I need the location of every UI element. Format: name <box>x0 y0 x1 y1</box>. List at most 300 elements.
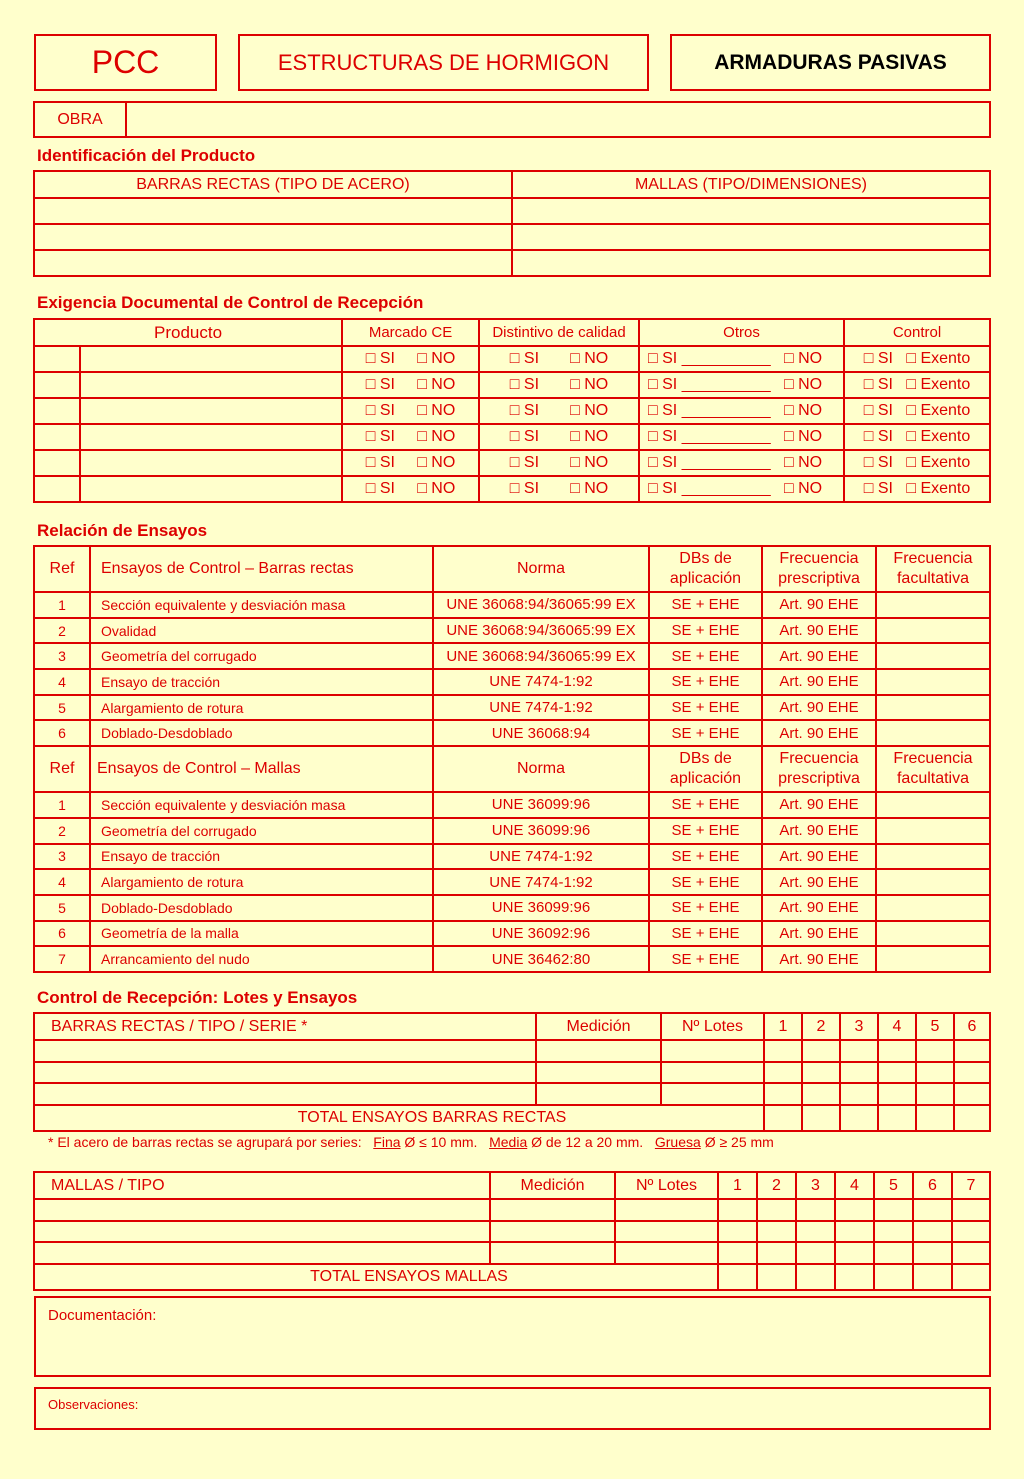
obra-table <box>33 101 991 138</box>
distintivo-no-checkbox[interactable]: □ NO <box>570 376 609 393</box>
ensayo-norma: UNE 7474-1:92 <box>433 669 649 695</box>
ensayo-frecuencia: Art. 90 EHE <box>762 695 876 721</box>
ensayo-frecuencia: Art. 90 EHE <box>762 792 876 818</box>
lote-ensayo-cell[interactable] <box>796 1221 835 1243</box>
lote-number-header: 4 <box>878 1013 916 1040</box>
lote-ensayo-cell[interactable] <box>764 1040 802 1062</box>
marcado-no-checkbox[interactable]: □ NO <box>417 376 456 393</box>
distintivo-no-checkbox[interactable]: □ NO <box>570 402 609 419</box>
header-norma: Norma <box>433 746 649 792</box>
mallas-input-cell[interactable] <box>512 198 990 224</box>
armaduras-label: ARMADURAS PASIVAS <box>714 50 947 74</box>
exigencia-num-cell[interactable] <box>34 476 80 502</box>
marcado-no-checkbox[interactable]: □ NO <box>417 480 456 497</box>
otros-si-checkbox[interactable]: □ SI __________ <box>648 454 771 471</box>
otros-no-checkbox[interactable]: □ NO <box>784 454 823 471</box>
distintivo-no-checkbox[interactable]: □ NO <box>570 428 609 445</box>
footnote-fina: Fina <box>373 1134 401 1150</box>
lote-ensayo-cell[interactable] <box>757 1199 796 1221</box>
exigencia-header-control: Control <box>844 319 990 346</box>
footnote-media: Media <box>489 1134 528 1150</box>
mallas-input-cell[interactable] <box>512 250 990 276</box>
exigencia-num-cell[interactable] <box>34 372 80 398</box>
lote-ensayo-cell[interactable] <box>874 1242 913 1264</box>
lote-row <box>34 1242 990 1264</box>
ensayo-dbs: SE + EHE <box>649 695 762 721</box>
ensayos-barras-header-row <box>34 546 990 592</box>
lote-ensayo-cell[interactable] <box>916 1083 954 1105</box>
mallas-input-cell[interactable] <box>512 224 990 250</box>
ensayo-dbs: SE + EHE <box>649 592 762 618</box>
ensayo-dbs: SE + EHE <box>649 720 762 746</box>
control-options <box>844 346 990 372</box>
lote-ensayo-cell[interactable] <box>718 1221 757 1243</box>
ensayo-ref: 7 <box>34 946 90 972</box>
ensayo-dbs: SE + EHE <box>649 792 762 818</box>
header-frec-prescriptiva: Frecuencia prescriptiva <box>762 546 876 592</box>
otros-si-checkbox[interactable]: □ SI __________ <box>648 402 771 419</box>
distintivo-options <box>479 476 639 502</box>
lote-ensayo-cell[interactable] <box>954 1040 990 1062</box>
lote-number-header: 2 <box>802 1013 840 1040</box>
distintivo-si-checkbox[interactable]: □ SI <box>509 454 540 471</box>
col-barras-header: BARRAS RECTAS (TIPO DE ACERO) <box>34 171 512 198</box>
lote-number-header: 3 <box>796 1172 835 1199</box>
ensayo-norma: UNE 36092:96 <box>433 921 649 947</box>
ensayo-dbs: SE + EHE <box>649 844 762 870</box>
lote-nlotes-cell[interactable] <box>661 1062 764 1084</box>
lote-tipo-cell[interactable] <box>34 1083 536 1105</box>
lote-ensayo-cell[interactable] <box>913 1242 952 1264</box>
distintivo-no-checkbox[interactable]: □ NO <box>570 350 609 367</box>
lote-ensayo-cell[interactable] <box>952 1199 990 1221</box>
exigencia-producto-cell[interactable] <box>80 398 342 424</box>
control-options <box>844 398 990 424</box>
ensayo-ref: 3 <box>34 643 90 669</box>
otros-si-checkbox[interactable]: □ SI __________ <box>648 376 771 393</box>
lote-number-header: 6 <box>913 1172 952 1199</box>
lote-number-header: 3 <box>840 1013 878 1040</box>
distintivo-options <box>479 346 639 372</box>
lote-ensayo-cell[interactable] <box>840 1062 878 1084</box>
exigencia-num-cell[interactable] <box>34 398 80 424</box>
header-frec-prescriptiva: Frecuencia prescriptiva <box>762 746 876 792</box>
total-ensayo-cell[interactable] <box>764 1105 802 1131</box>
ensayo-row <box>34 895 990 921</box>
ensayo-row <box>34 695 990 721</box>
ensayo-dbs: SE + EHE <box>649 895 762 921</box>
lote-ensayo-cell[interactable] <box>718 1199 757 1221</box>
header-dbs: DBs de aplicación <box>649 746 762 792</box>
lote-nlotes-cell[interactable] <box>661 1040 764 1062</box>
lotes-mallas-table <box>33 1171 991 1291</box>
distintivo-si-checkbox[interactable]: □ SI <box>509 376 540 393</box>
exigencia-header-otros: Otros <box>639 319 844 346</box>
ensayo-facultativa-cell[interactable] <box>876 669 990 695</box>
identificacion-title: Identificación del Producto <box>37 146 256 165</box>
exigencia-producto-cell[interactable] <box>80 372 342 398</box>
otros-no-checkbox[interactable]: □ NO <box>784 480 823 497</box>
marcado-ce-options <box>342 372 479 398</box>
lote-ensayo-cell[interactable] <box>802 1040 840 1062</box>
header-ensayos-mallas: Ensayos de Control – Mallas <box>90 746 433 792</box>
ensayo-frecuencia: Art. 90 EHE <box>762 895 876 921</box>
distintivo-no-checkbox[interactable]: □ NO <box>570 454 609 471</box>
ensayo-frecuencia: Art. 90 EHE <box>762 643 876 669</box>
ensayo-row <box>34 643 990 669</box>
ensayo-facultativa-cell[interactable] <box>876 921 990 947</box>
lote-ensayo-cell[interactable] <box>878 1040 916 1062</box>
header-frec-facultativa: Frecuencia facultativa <box>876 746 990 792</box>
total-ensayo-cell[interactable] <box>952 1264 990 1290</box>
lote-row <box>34 1199 990 1221</box>
lote-medicion-cell[interactable] <box>490 1221 615 1243</box>
lote-row <box>34 1062 990 1084</box>
otros-options <box>639 372 844 398</box>
lote-ensayo-cell[interactable] <box>840 1083 878 1105</box>
obra-field[interactable] <box>126 102 990 137</box>
otros-no-checkbox[interactable]: □ NO <box>784 350 823 367</box>
ensayo-norma: UNE 36099:96 <box>433 792 649 818</box>
ensayo-frecuencia: Art. 90 EHE <box>762 669 876 695</box>
total-ensayo-cell[interactable] <box>802 1105 840 1131</box>
exigencia-row <box>34 346 990 372</box>
barras-lotes-header: BARRAS RECTAS / TIPO / SERIE * <box>34 1013 536 1040</box>
lote-number-header: 1 <box>718 1172 757 1199</box>
footnote-prefix: * El acero de barras rectas se agrupará por series: <box>48 1134 362 1150</box>
lote-ensayo-cell[interactable] <box>757 1221 796 1243</box>
ensayos-title: Relación de Ensayos <box>37 521 208 540</box>
lote-ensayo-cell[interactable] <box>954 1062 990 1084</box>
ensayo-facultativa-cell[interactable] <box>876 618 990 644</box>
ensayo-row <box>34 669 990 695</box>
ensayo-ref: 6 <box>34 720 90 746</box>
ensayo-facultativa-cell[interactable] <box>876 643 990 669</box>
footnote-fina-rest: Ø ≤ 10 mm. <box>404 1134 478 1150</box>
marcado-si-checkbox[interactable]: □ SI <box>365 428 395 445</box>
control-si-checkbox[interactable]: □ SI <box>863 402 893 419</box>
lote-ensayo-cell[interactable] <box>916 1062 954 1084</box>
ensayo-row <box>34 844 990 870</box>
ensayo-facultativa-cell[interactable] <box>876 818 990 844</box>
total-ensayo-cell[interactable] <box>874 1264 913 1290</box>
exigencia-producto-cell[interactable] <box>80 450 342 476</box>
ensayo-name: Geometría de la malla <box>90 921 433 947</box>
estructuras-label: ESTRUCTURAS DE HORMIGON <box>277 49 610 75</box>
lote-medicion-cell[interactable] <box>536 1083 661 1105</box>
distintivo-options <box>479 398 639 424</box>
ensayo-facultativa-cell[interactable] <box>876 946 990 972</box>
ensayo-norma: UNE 7474-1:92 <box>433 869 649 895</box>
marcado-si-checkbox[interactable]: □ SI <box>365 350 395 367</box>
lote-ensayo-cell[interactable] <box>764 1062 802 1084</box>
ensayo-norma: UNE 36099:96 <box>433 895 649 921</box>
ensayo-row <box>34 720 990 746</box>
control-options <box>844 450 990 476</box>
ensayo-name: Alargamiento de rotura <box>90 695 433 721</box>
lote-nlotes-cell[interactable] <box>615 1242 718 1264</box>
total-barras-label: TOTAL ENSAYOS BARRAS RECTAS <box>34 1105 764 1131</box>
lote-number-header: 1 <box>764 1013 802 1040</box>
exigencia-producto-cell[interactable] <box>80 476 342 502</box>
otros-si-checkbox[interactable]: □ SI __________ <box>648 480 771 497</box>
n-lotes-header: Nº Lotes <box>661 1013 764 1040</box>
exigencia-row <box>34 424 990 450</box>
col-mallas-header: MALLAS (TIPO/DIMENSIONES) <box>512 171 990 198</box>
ensayo-ref: 1 <box>34 592 90 618</box>
n-lotes-header: Nº Lotes <box>615 1172 718 1199</box>
otros-options <box>639 424 844 450</box>
ensayo-frecuencia: Art. 90 EHE <box>762 921 876 947</box>
otros-si-checkbox[interactable]: □ SI __________ <box>648 350 771 367</box>
barras-input-cell[interactable] <box>34 198 512 224</box>
lote-ensayo-cell[interactable] <box>952 1242 990 1264</box>
total-ensayo-cell[interactable] <box>718 1264 757 1290</box>
lote-number-header: 5 <box>874 1172 913 1199</box>
ensayo-facultativa-cell[interactable] <box>876 695 990 721</box>
total-ensayo-cell[interactable] <box>835 1264 874 1290</box>
lote-ensayo-cell[interactable] <box>796 1199 835 1221</box>
lote-tipo-cell[interactable] <box>34 1221 490 1243</box>
marcado-si-checkbox[interactable]: □ SI <box>365 454 395 471</box>
documentacion-box[interactable] <box>34 1296 991 1377</box>
control-exento-checkbox[interactable]: □ Exento <box>906 454 971 471</box>
barras-input-cell[interactable] <box>34 224 512 250</box>
ensayo-row <box>34 792 990 818</box>
ensayo-frecuencia: Art. 90 EHE <box>762 844 876 870</box>
lote-tipo-cell[interactable] <box>34 1242 490 1264</box>
ensayo-facultativa-cell[interactable] <box>876 895 990 921</box>
marcado-ce-options <box>342 476 479 502</box>
ensayo-facultativa-cell[interactable] <box>876 844 990 870</box>
barras-input-cell[interactable] <box>34 250 512 276</box>
medicion-header: Medición <box>490 1172 615 1199</box>
lote-ensayo-cell[interactable] <box>802 1062 840 1084</box>
control-exento-checkbox[interactable]: □ Exento <box>906 350 971 367</box>
marcado-si-checkbox[interactable]: □ SI <box>365 480 395 497</box>
ensayo-name: Ensayo de tracción <box>90 844 433 870</box>
lote-ensayo-cell[interactable] <box>952 1221 990 1243</box>
lote-nlotes-cell[interactable] <box>661 1083 764 1105</box>
ensayos-table <box>33 545 991 973</box>
lote-ensayo-cell[interactable] <box>835 1199 874 1221</box>
exigencia-table <box>33 318 991 503</box>
distintivo-si-checkbox[interactable]: □ SI <box>509 350 540 367</box>
ensayo-dbs: SE + EHE <box>649 643 762 669</box>
ensayo-ref: 4 <box>34 869 90 895</box>
exigencia-header-distintivo: Distintivo de calidad <box>479 319 639 346</box>
control-si-checkbox[interactable]: □ SI <box>863 376 893 393</box>
total-ensayo-cell[interactable] <box>878 1105 916 1131</box>
lote-medicion-cell[interactable] <box>490 1242 615 1264</box>
header-ref: Ref <box>34 746 90 792</box>
mallas-lotes-header: MALLAS / TIPO <box>34 1172 490 1199</box>
obra-label: OBRA <box>34 102 126 137</box>
exigencia-row <box>34 476 990 502</box>
otros-si-checkbox[interactable]: □ SI __________ <box>648 428 771 445</box>
control-options <box>844 372 990 398</box>
ensayo-facultativa-cell[interactable] <box>876 720 990 746</box>
lote-row <box>34 1221 990 1243</box>
total-ensayo-cell[interactable] <box>796 1264 835 1290</box>
otros-options <box>639 450 844 476</box>
ensayo-frecuencia: Art. 90 EHE <box>762 869 876 895</box>
exigencia-title: Exigencia Documental de Control de Recepción <box>37 293 424 312</box>
lote-ensayo-cell[interactable] <box>913 1221 952 1243</box>
ensayo-name: Ensayo de tracción <box>90 669 433 695</box>
total-ensayo-cell[interactable] <box>913 1264 952 1290</box>
footnote-gruesa-rest: Ø ≥ 25 mm <box>704 1134 774 1150</box>
control-exento-checkbox[interactable]: □ Exento <box>906 402 971 419</box>
lote-tipo-cell[interactable] <box>34 1040 536 1062</box>
control-exento-checkbox[interactable]: □ Exento <box>906 376 971 393</box>
otros-options <box>639 398 844 424</box>
marcado-ce-options <box>342 398 479 424</box>
ensayo-dbs: SE + EHE <box>649 818 762 844</box>
header-ensayos-barras: Ensayos de Control – Barras rectas <box>90 546 433 592</box>
exigencia-header-marcado: Marcado CE <box>342 319 479 346</box>
otros-no-checkbox[interactable]: □ NO <box>784 402 823 419</box>
exigencia-num-cell[interactable] <box>34 424 80 450</box>
marcado-no-checkbox[interactable]: □ NO <box>417 428 456 445</box>
otros-options <box>639 346 844 372</box>
lote-ensayo-cell[interactable] <box>718 1242 757 1264</box>
lote-nlotes-cell[interactable] <box>615 1199 718 1221</box>
total-ensayo-cell[interactable] <box>757 1264 796 1290</box>
control-options <box>844 424 990 450</box>
footnote-media-rest: Ø de 12 a 20 mm. <box>531 1134 644 1150</box>
ensayo-name: Ovalidad <box>90 618 433 644</box>
ensayo-name: Geometría del corrugado <box>90 643 433 669</box>
lote-number-header: 7 <box>952 1172 990 1199</box>
observaciones-box[interactable] <box>34 1387 991 1430</box>
lote-tipo-cell[interactable] <box>34 1199 490 1221</box>
ensayo-dbs: SE + EHE <box>649 921 762 947</box>
marcado-si-checkbox[interactable]: □ SI <box>365 376 395 393</box>
lote-ensayo-cell[interactable] <box>757 1242 796 1264</box>
ensayo-norma: UNE 36068:94/36065:99 EX <box>433 618 649 644</box>
identificacion-table <box>33 170 991 277</box>
marcado-si-checkbox[interactable]: □ SI <box>365 402 395 419</box>
ensayo-ref: 2 <box>34 618 90 644</box>
marcado-no-checkbox[interactable]: □ NO <box>417 350 456 367</box>
ensayo-dbs: SE + EHE <box>649 869 762 895</box>
observaciones-label: Observaciones: <box>48 1397 139 1412</box>
ensayo-facultativa-cell[interactable] <box>876 869 990 895</box>
total-ensayo-cell[interactable] <box>840 1105 878 1131</box>
control-si-checkbox[interactable]: □ SI <box>863 480 893 497</box>
ensayo-frecuencia: Art. 90 EHE <box>762 720 876 746</box>
ensayo-name: Arrancamiento del nudo <box>90 946 433 972</box>
otros-no-checkbox[interactable]: □ NO <box>784 376 823 393</box>
lote-ensayo-cell[interactable] <box>796 1242 835 1264</box>
lote-ensayo-cell[interactable] <box>764 1083 802 1105</box>
exigencia-row <box>34 450 990 476</box>
pcc-box <box>34 34 217 91</box>
lote-ensayo-cell[interactable] <box>878 1083 916 1105</box>
lote-ensayo-cell[interactable] <box>874 1221 913 1243</box>
lote-ensayo-cell[interactable] <box>835 1221 874 1243</box>
ensayo-ref: 5 <box>34 695 90 721</box>
control-si-checkbox[interactable]: □ SI <box>863 350 893 367</box>
ensayo-norma: UNE 7474-1:92 <box>433 695 649 721</box>
ensayo-name: Sección equivalente y desviación masa <box>90 792 433 818</box>
control-options <box>844 476 990 502</box>
otros-no-checkbox[interactable]: □ NO <box>784 428 823 445</box>
header-norma: Norma <box>433 546 649 592</box>
exigencia-producto-cell[interactable] <box>80 346 342 372</box>
lote-ensayo-cell[interactable] <box>878 1062 916 1084</box>
control-si-checkbox[interactable]: □ SI <box>863 428 893 445</box>
lote-tipo-cell[interactable] <box>34 1062 536 1084</box>
ensayo-frecuencia: Art. 90 EHE <box>762 618 876 644</box>
distintivo-options <box>479 424 639 450</box>
lote-row <box>34 1040 990 1062</box>
exigencia-producto-cell[interactable] <box>80 424 342 450</box>
control-exento-checkbox[interactable]: □ Exento <box>906 480 971 497</box>
lote-ensayo-cell[interactable] <box>835 1242 874 1264</box>
documentacion-label: Documentación: <box>48 1307 157 1324</box>
lote-medicion-cell[interactable] <box>536 1040 661 1062</box>
lote-ensayo-cell[interactable] <box>916 1040 954 1062</box>
ensayos-mallas-header-row <box>34 746 990 792</box>
ensayo-row <box>34 869 990 895</box>
marcado-no-checkbox[interactable]: □ NO <box>417 454 456 471</box>
exigencia-num-cell[interactable] <box>34 450 80 476</box>
lote-number-header: 2 <box>757 1172 796 1199</box>
exigencia-num-cell[interactable] <box>34 346 80 372</box>
total-ensayo-cell[interactable] <box>954 1105 990 1131</box>
lote-nlotes-cell[interactable] <box>615 1221 718 1243</box>
lote-medicion-cell[interactable] <box>536 1062 661 1084</box>
distintivo-options <box>479 372 639 398</box>
lote-number-header: 4 <box>835 1172 874 1199</box>
ensayo-name: Alargamiento de rotura <box>90 869 433 895</box>
marcado-no-checkbox[interactable]: □ NO <box>417 402 456 419</box>
lote-ensayo-cell[interactable] <box>802 1083 840 1105</box>
lote-ensayo-cell[interactable] <box>840 1040 878 1062</box>
ensayo-dbs: SE + EHE <box>649 669 762 695</box>
ensayo-dbs: SE + EHE <box>649 946 762 972</box>
ensayo-facultativa-cell[interactable] <box>876 792 990 818</box>
ensayo-norma: UNE 36099:96 <box>433 818 649 844</box>
ensayo-facultativa-cell[interactable] <box>876 592 990 618</box>
distintivo-no-checkbox[interactable]: □ NO <box>570 480 609 497</box>
exigencia-header-producto: Producto <box>34 319 342 346</box>
lotes-barras-table <box>33 1012 991 1132</box>
control-exento-checkbox[interactable]: □ Exento <box>906 428 971 445</box>
distintivo-si-checkbox[interactable]: □ SI <box>509 402 540 419</box>
lote-ensayo-cell[interactable] <box>874 1199 913 1221</box>
ensayo-frecuencia: Art. 90 EHE <box>762 592 876 618</box>
lote-medicion-cell[interactable] <box>490 1199 615 1221</box>
lote-ensayo-cell[interactable] <box>913 1199 952 1221</box>
ensayo-name: Doblado-Desdoblado <box>90 720 433 746</box>
lote-row <box>34 1083 990 1105</box>
control-si-checkbox[interactable]: □ SI <box>863 454 893 471</box>
exigencia-row <box>34 372 990 398</box>
header-ref: Ref <box>34 546 90 592</box>
ensayo-row <box>34 592 990 618</box>
total-ensayo-cell[interactable] <box>916 1105 954 1131</box>
ensayo-ref: 1 <box>34 792 90 818</box>
marcado-ce-options <box>342 424 479 450</box>
footnote <box>48 1134 774 1150</box>
distintivo-si-checkbox[interactable]: □ SI <box>509 428 540 445</box>
distintivo-si-checkbox[interactable]: □ SI <box>509 480 540 497</box>
lote-ensayo-cell[interactable] <box>954 1083 990 1105</box>
ensayo-name: Geometría del corrugado <box>90 818 433 844</box>
